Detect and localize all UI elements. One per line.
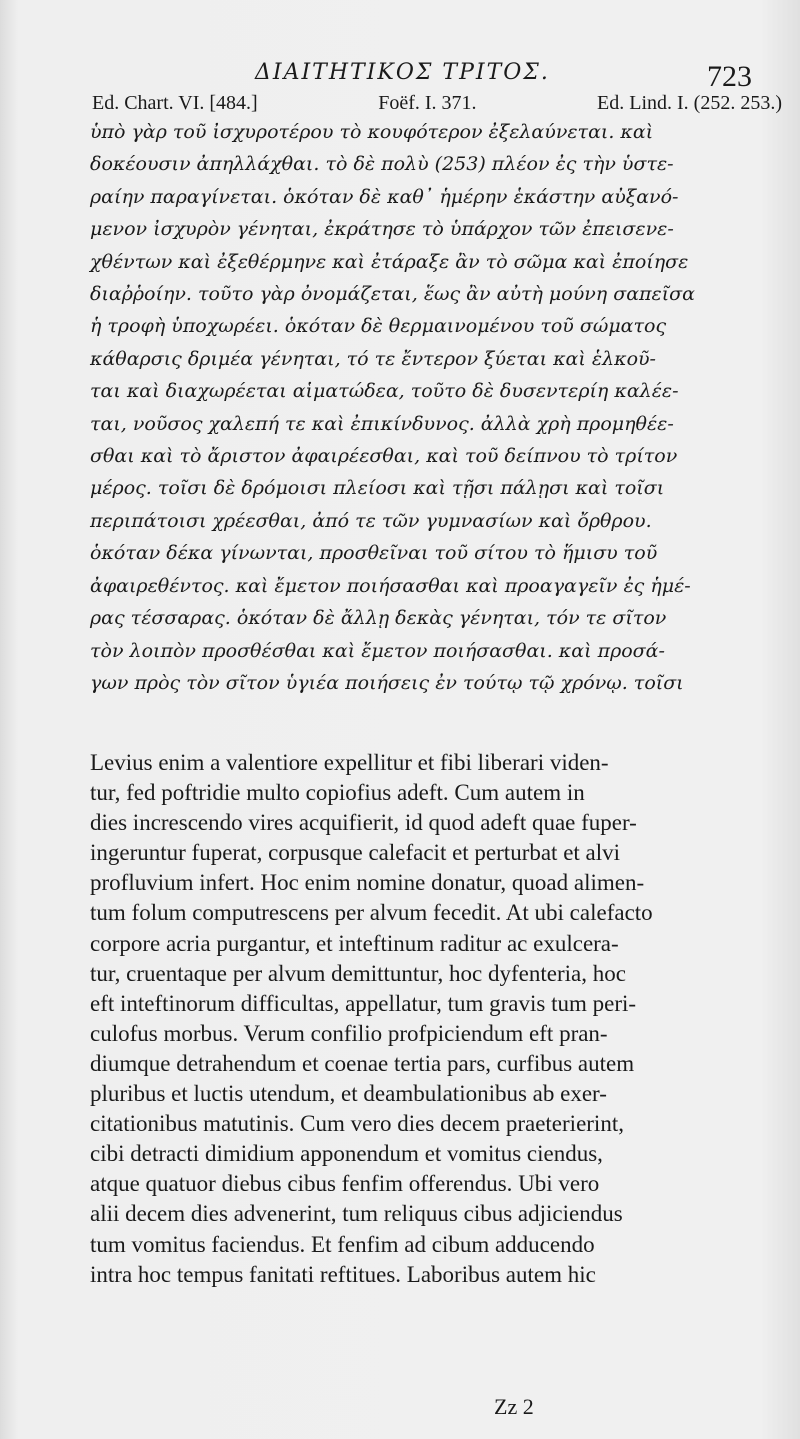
latin-line: tur, fed poftridie multo copiofius adeft. Cum autem in [90,780,585,806]
greek-line: ται καὶ διαχωρέεται αἱματώδεα, τοῦτο δὲ δυσεντερίη καλέε- [90,380,679,403]
greek-line: μενον ἰσχυρὸν γένηται, ἐκράτησε τὸ ὑπάρχον τῶν ἐπεισενε- [90,218,674,241]
greek-line: χθέντων καὶ ἐξεθέρμηνε καὶ ἐτάραξε ἂν τὸ σῶμα καὶ ἐποίησε [90,250,689,273]
latin-line: ingeruntur fuperat, corpusque calefacit et perturbat et alvi [90,840,621,866]
edition-chartier: Ed. Chart. VI. [484.] [92,92,258,114]
greek-line: γων πρὸς τὸν σῖτον ὑγιέα ποιήσεις ἐν τούτῳ τῷ χρόνῳ. τοῖσι [90,671,684,694]
greek-line: κάθαρσις δριμέα γένηται, τό τε ἔντερον ξύεται καὶ ἑλκοῦ- [90,347,656,370]
page-number: 723 [707,60,752,93]
edition-linden: Ed. Lind. I. (252. 253.) [597,92,782,114]
greek-line: τὸν λοιπὸν προσθέσθαι καὶ ἔμετον ποιήσασθαι. καὶ προσά- [90,639,665,662]
greek-line: ραίην παραγίνεται. ὁκόταν δὲ καθ᾽ ἡμέρην ἑκάστην αὐξανό- [90,185,679,208]
greek-line: ὑπὸ γὰρ τοῦ ἰσχυροτέρου τὸ κουφότερον ἐξελαύνεται. καὶ [90,121,654,143]
latin-line: diumque detrahendum et coenae tertia pars, curfibus autem [90,1050,635,1076]
latin-line: cibi detracti dimidium apponendum et vomitus ciendus, [90,1141,603,1167]
greek-line: ται, νοῦσος χαλεπή τε καὶ ἐπικίνδυνος. ἀλλὰ χρὴ προμηθέε- [90,412,674,435]
latin-line: eft inteftinorum difficultas, appellatur, tum gravis tum peri- [90,990,637,1016]
latin-line: citationibus matutinis. Cum vero dies decem praeterierint, [90,1111,624,1137]
greek-line: περιπάτοισι χρέεσθαι, ἀπό τε τῶν γυμνασίων καὶ ὄρθρου. [90,509,652,532]
latin-line: tum folum computrescens per alvum fecedit. At ubi calefacto [90,900,653,926]
latin-line: alii decem dies advenerint, tum reliquus cibus adjiciendus [90,1201,623,1227]
greek-line: δοκέουσιν ἀπηλλάχθαι. τὸ δὲ πολὺ (253) πλέον ἐς τὴν ὑστε- [90,153,674,176]
latin-line: tur, cruentaque per alvum demittuntur, hoc dyfenteria, hoc [90,960,626,986]
greek-line: ἡ τροφὴ ὑποχωρέει. ὁκόταν δὲ θερμαινομένου τοῦ σώματος [90,315,667,338]
latin-line: intra hoc tempus fanitati reftitues. Laboribus autem hic [90,1261,596,1287]
greek-line: ὁκόταν δέκα γίνωνται, προσθεῖναι τοῦ σίτου τὸ ἥμισυ τοῦ [90,542,658,565]
latin-line: tum vomitus faciendus. Et fenfim ad cibum adducendo [90,1231,595,1257]
greek-line: μέρος. τοῖσι δὲ δρόμοισι πλείοσι καὶ τῇσι πάλῃσι καὶ τοῖσι [90,477,665,500]
latin-line: pluribus et luctis utendum, et deambulationibus ab exer- [90,1081,607,1107]
latin-line: profluvium infert. Hoc enim nomine donatur, quoad alimen- [90,870,645,896]
greek-line: ἀφαιρεθέντος. καὶ ἔμετον ποιήσασθαι καὶ προαγαγεῖν ἐς ἡμέ- [90,574,691,597]
edition-foesius: Foëf. I. 371. [378,92,477,114]
printer-signature-mark: Zz 2 [494,1394,534,1419]
greek-line: διαῤῥοίην. τοῦτο γὰρ ὀνομάζεται, ἕως ἂν αὐτὴ μούνη σαπεῖσα [90,283,695,306]
greek-line: ρας τέσσαρας. ὁκόταν δὲ ἄλλῃ δεκὰς γένηται, τόν τε σῖτον [90,607,667,630]
latin-line: culofus morbus. Verum confilio profpiciendum eft pran- [90,1020,608,1046]
latin-line: corpore acria purgantur, et inteftinum raditur ac exulcera- [90,930,619,956]
running-head: ΔΙΑΙΤΗΤΙΚΟΣ ΤΡΙΤΟΣ. [255,60,550,85]
greek-text-block [90,116,790,699]
latin-text-block [90,748,790,1290]
greek-line: σθαι καὶ τὸ ἄριστον ἀφαιρέεσθαι, καὶ τοῦ δείπνου τὸ τρίτον [90,445,678,468]
latin-line: Levius enim a valentiore expellitur et fibi liberari viden- [90,750,609,775]
latin-line: atque quatuor diebus cibus fenfim offerendus. Ubi vero [90,1171,600,1197]
latin-line: dies increscendo vires acquifierit, id quod adeft quae fuper- [90,810,637,836]
edition-references [92,92,782,115]
